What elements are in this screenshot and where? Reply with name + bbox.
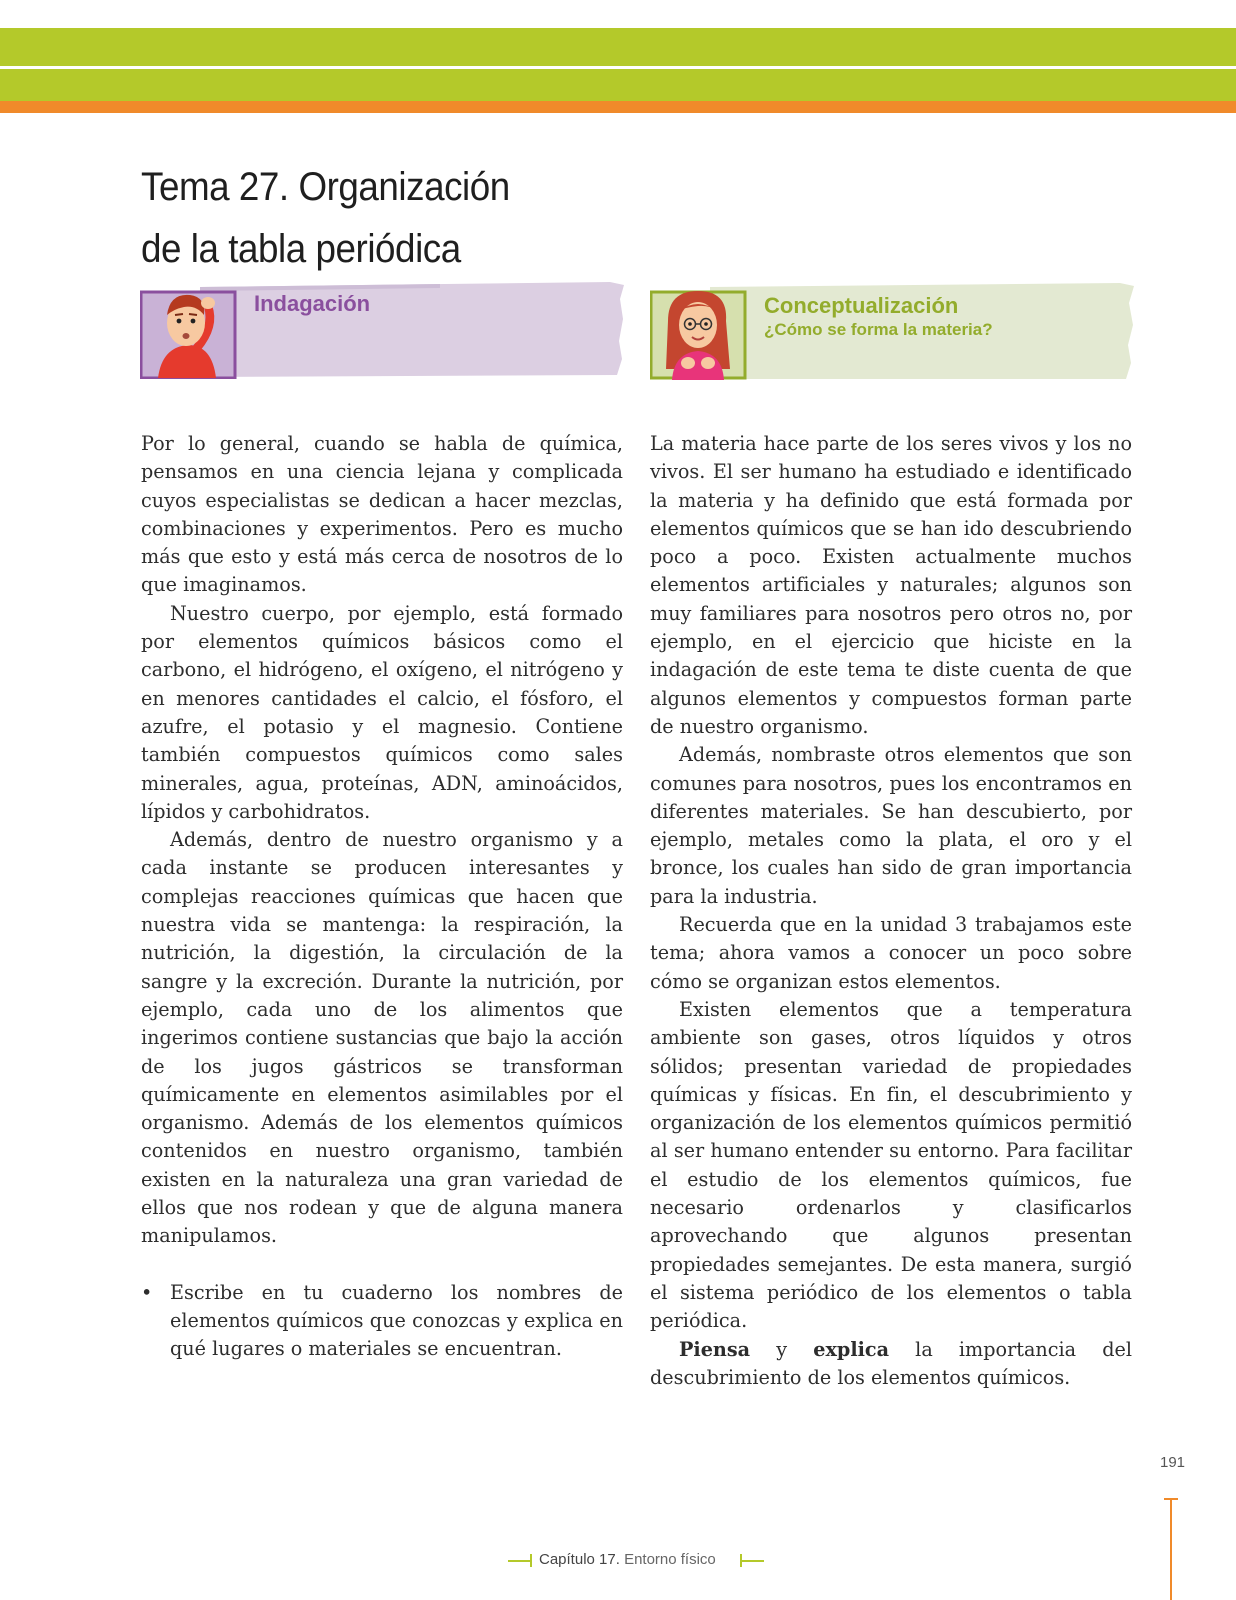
explica-bold: explica <box>813 1337 890 1361</box>
closing-text: la importancia del descubrimiento de los elementos químicos. <box>650 1337 1132 1389</box>
footer-rule-left <box>508 1560 532 1562</box>
page-title-line-1: Tema 27. Organización <box>141 165 510 209</box>
paragraph: Además, dentro de nuestro organismo y a cada instante se producen interesantes y complejas reacciones químicas que hacen que nuestra vida se mantenga: la respiración, la nutrición, la digestión, la circulación de la sangre y la excreción. Durante la nutrición, por ejemplo, cada uno de los alimentos que ingerimos contiene sustancias que bajo la acción de los jugos gástricos se transforman químicamente en elementos asimilables por el organismo. Además de los elementos químicos contenidos en nuestro organismo, también existen en la naturaleza una gran variedad de ellos que nos rodean y que de alguna manera manipulamos. <box>141 828 623 1248</box>
boy-thinking-icon <box>140 287 237 377</box>
indagacion-text-column <box>141 430 623 1364</box>
footer <box>0 1549 1236 1573</box>
header-band-top <box>0 28 1236 66</box>
paragraph: Existen elementos que a temperatura ambiente son gases, otros líquidos y otros sólidos; presentan variedad de propiedades químicas y físicas. En fin, el descubrimiento y organización de los elementos químicos permitió al ser humano entender su entorno. Para facilitar el estudio de los elementos químicos, fue necesario ordenarlos y clasificarlos aprovechando que algunos presentan propiedades semejantes. De esta manera, surgió el sistema periódico de los elementos o tabla periódica. <box>650 997 1132 1333</box>
paragraph: Por lo general, cuando se habla de química, pensamos en una ciencia lejana y complicada cuyos especialistas se dedican a hacer mezclas, combinaciones y experimentos. Pero es mucho más que esto y está más cerca de nosotros de lo que imaginamos. <box>141 432 623 597</box>
girl-with-glasses-icon <box>650 289 747 379</box>
activity-bullet <box>141 1279 623 1364</box>
page-number: 191 <box>1160 1454 1186 1471</box>
activity-bullet-text: Escribe en tu cuaderno los nombres de elementos químicos que conozcas y explica en qué lugares o materiales se encuentran. <box>170 1280 623 1361</box>
footer-tick-left <box>530 1554 532 1567</box>
paragraph: La materia hace parte de los seres vivos y los no vivos. El ser humano ha estudiado e identificado la materia y ha definido que está formada por elementos químicos que se han ido descubriendo poco a poco. Existen actualmente muchos elementos artificiales y naturales; algunos son muy familiares para nosotros pero otros no, por ejemplo, en el ejercicio que hiciste en la indagación de este tema te diste cuenta de que algunos elementos y compuestos forman parte de nuestro organismo. <box>650 432 1132 738</box>
connector-text: y <box>750 1337 814 1361</box>
page-title <box>141 156 785 280</box>
footer-chapter-label <box>539 1551 716 1568</box>
header-band-orange <box>0 101 1236 113</box>
conceptualizacion-label: Conceptualización <box>764 293 959 318</box>
header-band-bottom <box>0 69 1236 101</box>
footer-chapter: Capítulo 17. <box>539 1551 620 1568</box>
conceptualizacion-sublabel: ¿Cómo se forma la materia? <box>764 320 993 339</box>
paragraph: Además, nombraste otros elementos que son comunes para nosotros, pues los encontramos en diferentes materiales. Se han descubierto, por ejemplo, metales como la plata, el oro y el bronce, los cuales han sido de gran importancia para la industria. <box>650 743 1132 908</box>
closing-paragraph <box>650 1336 1132 1393</box>
page-title-line-2: de la tabla periódica <box>141 227 461 271</box>
footer-section: Entorno físico <box>624 1551 716 1568</box>
indagacion-banner <box>140 279 624 379</box>
indagacion-label: Indagación <box>254 291 371 316</box>
paragraph: Nuestro cuerpo, por ejemplo, está formado por elementos químicos básicos como el carbono, el hidrógeno, el oxígeno, el nitrógeno y en menores cantidades el calcio, el fósforo, el azufre, el potasio y el magnesio. Contiene también compuestos químicos como sales minerales, agua, proteínas, ADN, aminoácidos, lípidos y carbohidratos. <box>141 601 623 823</box>
conceptualizacion-banner <box>650 281 1134 381</box>
piensa-bold: Piensa <box>679 1337 751 1361</box>
footer-rule-right <box>740 1560 764 1562</box>
conceptualizacion-text-column <box>650 430 1132 1392</box>
bullet-dot-icon: • <box>141 1280 153 1304</box>
paragraph: Recuerda que en la unidad 3 trabajamos este tema; ahora vamos a conocer un poco sobre cómo se organizan estos elementos. <box>650 913 1132 993</box>
